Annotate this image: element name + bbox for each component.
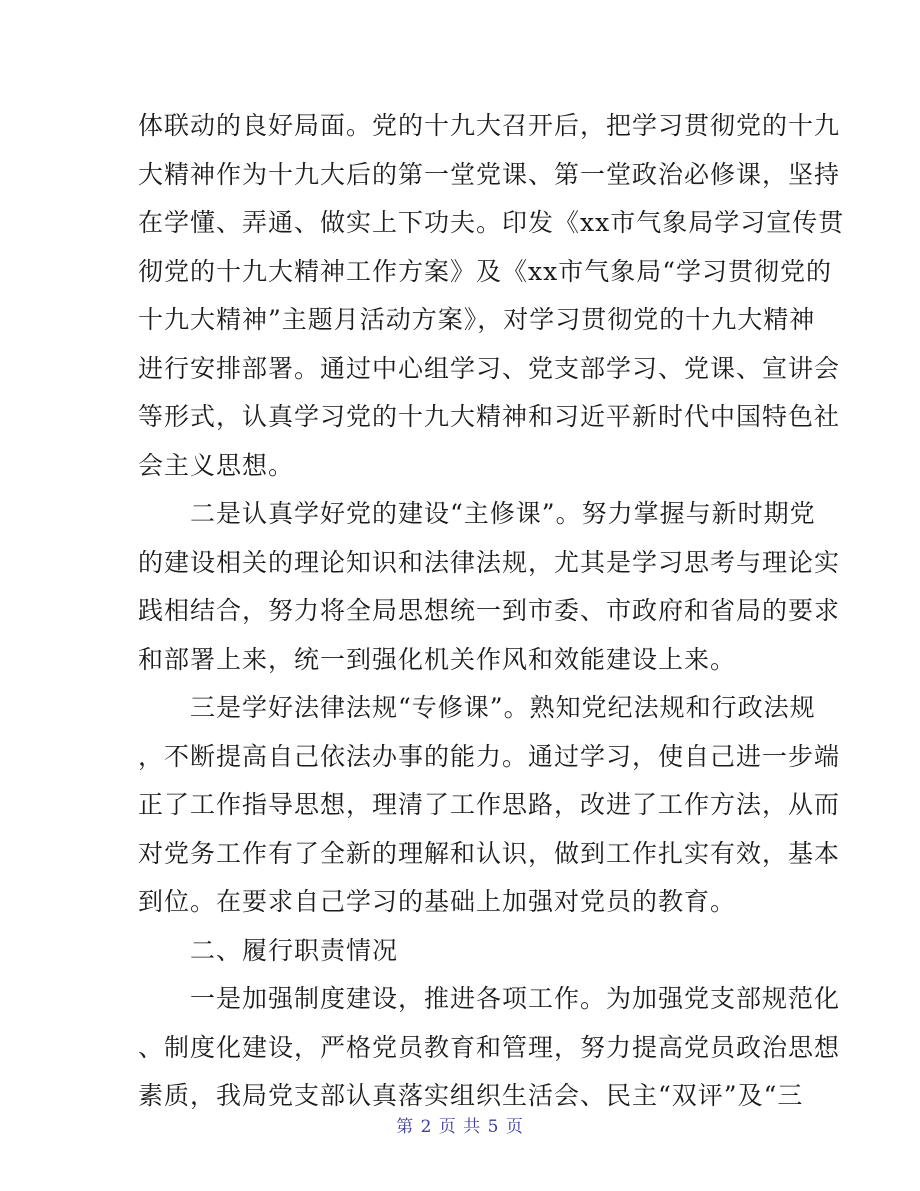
document-body <box>138 102 845 1121</box>
text-line: 践相结合，努力将全局思想统一到市委、市政府和省局的要求 <box>138 596 841 625</box>
section-heading: 二、履行职责情况 <box>138 935 399 965</box>
page-number-footer: 第 2 页 共 5 页 <box>396 1117 524 1137</box>
text-line: 正了工作指导思想，理清了工作思路，改进了工作方法，从而 <box>138 790 841 819</box>
text-line: 一是加强制度建设，推进各项工作。为加强党支部规范化 <box>138 984 841 1013</box>
text-line: 到位。在要求自己学习的基础上加强对党员的教育。 <box>138 887 737 916</box>
text-line: 彻党的十九大精神工作方案》及《xx市气象局“学习贯彻党的 <box>138 256 832 286</box>
text-line: 大精神作为十九大后的第一堂党课、第一堂政治必修课，坚持 <box>138 159 841 189</box>
text-line: 素质，我局党支部认真落实组织生活会、民主“双评”及“三 <box>138 1081 804 1110</box>
text-line: 十九大精神”主题月活动方案》，对学习贯彻党的十九大精神 <box>138 305 816 334</box>
text-line: 的建设相关的理论知识和法律法规，尤其是学习思考与理论实 <box>138 547 841 577</box>
text-line: 三是学好法律法规“专修课”。熟知党纪法规和行政法规 <box>138 693 816 722</box>
text-line: 体联动的良好局面。党的十九大召开后，把学习贯彻党的十九 <box>138 111 841 140</box>
text-line: 进行安排部署。通过中心组学习、党支部学习、党课、宣讲会 <box>138 353 841 383</box>
text-line: 二是认真学好党的建设“主修课”。努力掌握与新时期党 <box>138 499 816 528</box>
text-line: 在学懂、弄通、做实上下功夫。印发《xx市气象局学习宣传贯 <box>138 208 845 237</box>
text-line: 等形式，认真学习党的十九大精神和习近平新时代中国特色社 <box>138 402 841 431</box>
text-line: ，不断提高自己依法办事的能力。通过学习，使自己进一步端 <box>138 741 841 771</box>
text-line: 对党务工作有了全新的理解和认识，做到工作扎实有效，基本 <box>138 838 841 868</box>
text-line: 和部署上来，统一到强化机关作风和效能建设上来。 <box>138 644 737 674</box>
text-line: 、制度化建设，严格党员教育和管理，努力提高党员政治思想 <box>138 1032 841 1062</box>
text-line: 会主义思想。 <box>138 450 295 480</box>
